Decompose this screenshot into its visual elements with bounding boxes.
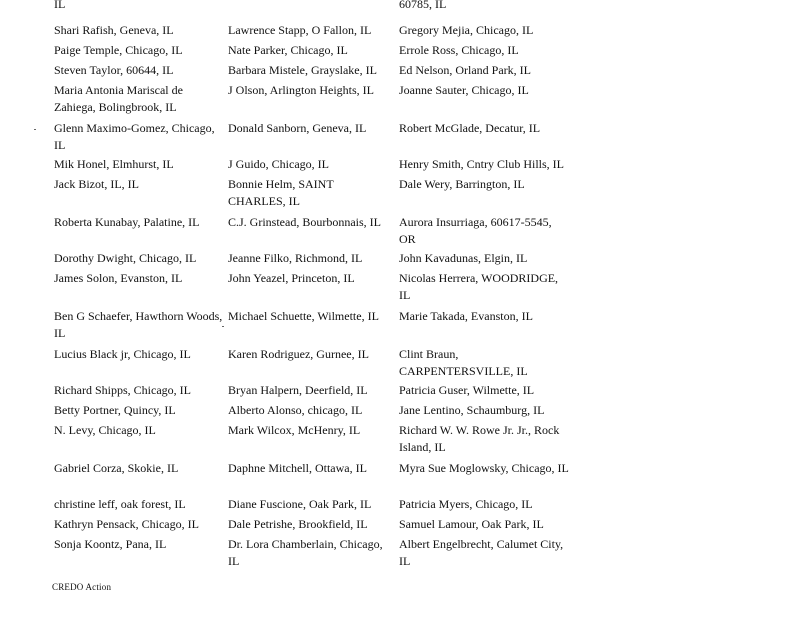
signer-entry: Roberta Kunabay, Palatine, IL: [54, 215, 200, 229]
signer-entry: Clint Braun, CARPENTERSVILLE, IL: [399, 347, 528, 378]
signer-entry: Richard Shipps, Chicago, IL: [54, 383, 191, 397]
signer-entry: Lucius Black jr, Chicago, IL: [54, 347, 191, 361]
signer-entry: Mik Honel, Elmhurst, IL: [54, 157, 174, 171]
signer-entry: Steven Taylor, 60644, IL: [54, 63, 174, 77]
signer-entry: Ben G Schaefer, Hawthorn Woods, IL: [54, 309, 223, 340]
signer-entry: christine leff, oak forest, IL: [54, 497, 186, 511]
signer-entry: Mark Wilcox, McHenry, IL: [228, 423, 361, 437]
carryover-fragment-col3: 60785, IL: [399, 0, 447, 11]
signer-entry: Alberto Alonso, chicago, IL: [228, 403, 363, 417]
signer-entry: Jeanne Filko, Richmond, IL: [228, 251, 363, 265]
page-footer: CREDO Action: [52, 582, 112, 592]
signer-entry: C.J. Grinstead, Bourbonnais, IL: [228, 215, 381, 229]
signer-entry: Daphne Mitchell, Ottawa, IL: [228, 461, 367, 475]
signer-entry: Diane Fuscione, Oak Park, IL: [228, 497, 372, 511]
signer-entry: Karen Rodriguez, Gurnee, IL: [228, 347, 369, 361]
signer-entry: Dorothy Dwight, Chicago, IL: [54, 251, 197, 265]
signer-entry: Shari Rafish, Geneva, IL: [54, 23, 174, 37]
signer-entry: Myra Sue Moglowsky, Chicago, IL: [399, 461, 569, 475]
signer-entry: Ed Nelson, Orland Park, IL: [399, 63, 531, 77]
signer-entry: Donald Sanborn, Geneva, IL: [228, 121, 367, 135]
signer-entry: James Solon, Evanston, IL: [54, 271, 183, 285]
signer-entry: Samuel Lamour, Oak Park, IL: [399, 517, 544, 531]
signer-entry: Glenn Maximo-Gomez, Chicago, IL: [54, 121, 215, 152]
signer-entry: Betty Portner, Quincy, IL: [54, 403, 176, 417]
signer-entry: John Kavadunas, Elgin, IL: [399, 251, 528, 265]
signer-entry: Joanne Sauter, Chicago, IL: [399, 83, 529, 97]
signer-entry: Nate Parker, Chicago, IL: [228, 43, 348, 57]
signer-entry: Barbara Mistele, Grayslake, IL: [228, 63, 377, 77]
carryover-fragment-col1: IL: [54, 0, 66, 11]
signer-entry: Dale Wery, Barrington, IL: [399, 177, 525, 191]
signer-entry: Dr. Lora Chamberlain, Chicago, IL: [228, 537, 383, 568]
signer-entry: Patricia Myers, Chicago, IL: [399, 497, 533, 511]
signer-entry: Maria Antonia Mariscal de Zahiega, Bolingbrook, IL: [54, 83, 183, 114]
signer-entry: Bonnie Helm, SAINT CHARLES, IL: [228, 177, 334, 208]
signer-entry: Jane Lentino, Schaumburg, IL: [399, 403, 545, 417]
signer-entry: Aurora Insurriaga, 60617-5545, OR: [399, 215, 552, 246]
signer-entry: Paige Temple, Chicago, IL: [54, 43, 183, 57]
signer-entry: Henry Smith, Cntry Club Hills, IL: [399, 157, 564, 171]
signer-entry: Richard W. W. Rowe Jr. Jr., Rock Island, IL: [399, 423, 560, 454]
signer-entry: Errole Ross, Chicago, IL: [399, 43, 519, 57]
signer-entry: Bryan Halpern, Deerfield, IL: [228, 383, 368, 397]
signer-entry: Gabriel Corza, Skokie, IL: [54, 461, 179, 475]
signer-entry: Nicolas Herrera, WOODRIDGE, IL: [399, 271, 559, 302]
scan-speck: [34, 129, 36, 130]
signer-entry: Robert McGlade, Decatur, IL: [399, 121, 541, 135]
signer-entry: Lawrence Stapp, O Fallon, IL: [228, 23, 372, 37]
signer-entry: Albert Engelbrecht, Calumet City, IL: [399, 537, 564, 568]
signer-entry: Dale Petrishe, Brookfield, IL: [228, 517, 368, 531]
signer-entry: John Yeazel, Princeton, IL: [228, 271, 355, 285]
signer-entry: Michael Schuette, Wilmette, IL: [228, 309, 379, 323]
signer-entry: N. Levy, Chicago, IL: [54, 423, 156, 437]
signer-entry: Gregory Mejia, Chicago, IL: [399, 23, 534, 37]
signer-entry: Patricia Guser, Wilmette, IL: [399, 383, 535, 397]
signer-entry: Jack Bizot, IL, IL: [54, 177, 139, 191]
signer-entry: J Olson, Arlington Heights, IL: [228, 83, 374, 97]
signer-entry: Marie Takada, Evanston, IL: [399, 309, 533, 323]
scan-speck: [222, 326, 224, 327]
signer-entry: Kathryn Pensack, Chicago, IL: [54, 517, 199, 531]
signer-entry: Sonja Koontz, Pana, IL: [54, 537, 167, 551]
signer-entry: J Guido, Chicago, IL: [228, 157, 329, 171]
